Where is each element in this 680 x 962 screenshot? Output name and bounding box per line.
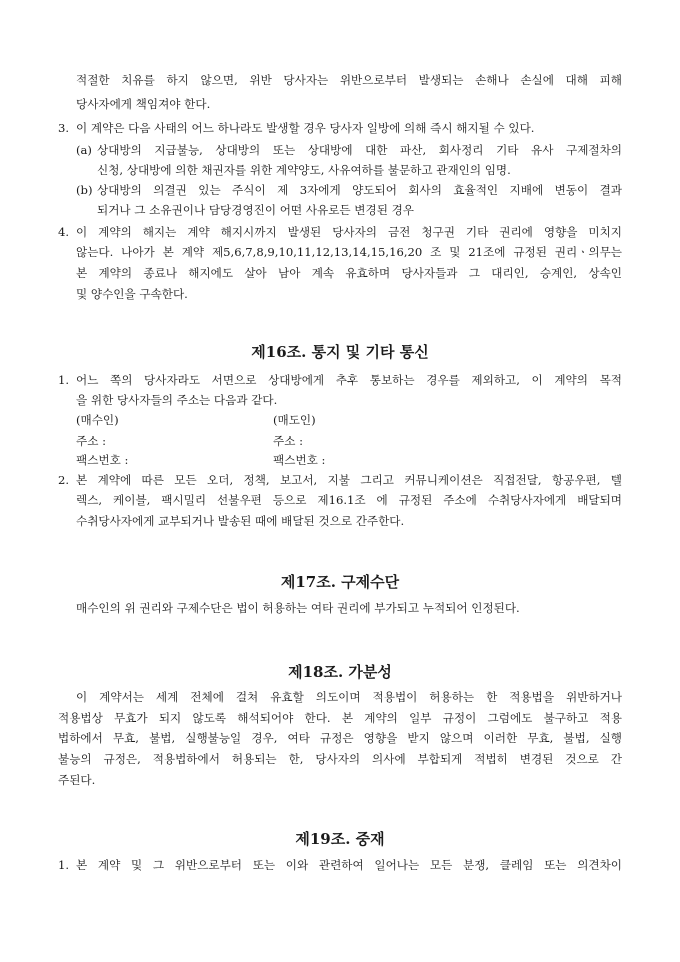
section-heading-18: 제18조. 가분성 [288, 663, 392, 681]
list-number: 1. [58, 373, 70, 387]
paragraph-line: 불능의 규정은, 적용법하에서 허용되는 한, 당사자의 의사에 부합되게 적법히 변경된 것으로 간 [58, 752, 622, 766]
buyer-label: (매수인) [76, 413, 119, 427]
paragraph-line: 수취당사자에게 교부되거나 발송된 때에 배달된 것으로 간주한다. [76, 514, 405, 528]
paragraph-line: 이 계약서는 세계 전체에 걸쳐 유효할 의도이며 적용법이 허용하는 한 적용법을 위반하거나 [76, 690, 622, 704]
paragraph-line: 이 계약은 다음 사태의 어느 하나라도 발생할 경우 당사자 일방에 의해 즉시 해지될 수 있다. [76, 121, 535, 135]
paragraph-line: 적절한 치유를 하지 않으면, 위반 당사자는 위반으로부터 발생되는 손해나 손실에 대해 피해 [76, 73, 622, 87]
paragraph-line: 않는다. 나아가 본 계약 제5,6,7,8,9,10,11,12,13,14,15,16,20 조 및 21조에 규정된 권리ㆍ의무는 [76, 245, 622, 259]
paragraph-line: 주된다. [58, 773, 96, 787]
sub-item-label: (a) [76, 143, 92, 157]
paragraph-line: 적용법상 무효가 되지 않도록 해석되어야 한다. 본 계약의 일부 규정이 그럼에도 불구하고 적용 [58, 711, 622, 725]
list-number: 3. [58, 121, 70, 135]
paragraph-line: 본 계약의 종료나 해지에도 살아 남아 계속 유효하며 당사자들과 그 대리인, 승계인, 상속인 [76, 266, 622, 280]
paragraph-line: 신청, 상대방에 의한 채권자를 위한 계약양도, 사유여하를 불문하고 관재인의 임명. [97, 163, 511, 177]
paragraph-line: 및 양수인을 구속한다. [76, 287, 188, 301]
seller-address-label: 주소 : [273, 434, 303, 448]
section-heading-16: 제16조. 통지 및 기타 통신 [251, 343, 429, 361]
list-number: 4. [58, 225, 70, 239]
seller-fax-label: 팩스번호 : [273, 453, 326, 467]
paragraph-line: 본 계약 및 그 위반으로부터 또는 이와 관련하여 일어나는 모든 분쟁, 클레임 또는 의견차이 [76, 858, 622, 872]
paragraph-line: 상대방의 의결권 있는 주식이 제 3자에게 양도되어 회사의 효율적인 지배에 변동이 결과 [97, 183, 622, 197]
paragraph-line: 당사자에게 책임져야 한다. [76, 97, 211, 111]
paragraph-line: 본 계약에 따른 모든 오더, 정책, 보고서, 지불 그리고 커뮤니케이션은 직접전달, 항공우편, 텔 [76, 473, 622, 487]
paragraph-line: 상대방의 지급불능, 상대방의 또는 상대방에 대한 파산, 회사정리 기타 유사 구제절차의 [97, 143, 622, 157]
paragraph-line: 이 계약의 해지는 계약 해지시까지 발생된 당사자의 금전 청구권 기타 권리에 영향을 미치지 [76, 225, 622, 239]
section-heading-19: 제19조. 중재 [295, 830, 385, 848]
paragraph-line: 법하에서 무효, 불법, 실행불능일 경우, 여타 규정은 영향을 받지 않으며 이러한 무효, 불법, 실행 [58, 731, 622, 745]
paragraph-line: 되거나 그 소유권이나 담당경영진이 어떤 사유로든 변경된 경우 [97, 203, 414, 217]
paragraph-line: 매수인의 위 권리와 구제수단은 법이 허용하는 여타 권리에 부가되고 누적되어 인정된다. [76, 601, 520, 615]
buyer-address-label: 주소 : [76, 434, 106, 448]
seller-label: (매도인) [273, 413, 316, 427]
list-number: 1. [58, 858, 70, 872]
sub-item-label: (b) [76, 183, 93, 197]
buyer-fax-label: 팩스번호 : [76, 453, 129, 467]
paragraph-line: 을 위한 당사자들의 주소는 다음과 같다. [76, 393, 278, 407]
paragraph-line: 어느 쪽의 당사자라도 서면으로 상대방에게 추후 통보하는 경우를 제외하고, 이 계약의 목적 [76, 373, 622, 387]
paragraph-line: 렉스, 케이블, 팩시밀리 선불우편 등으로 제16.1조 에 규정된 주소에 수취당사자에게 배달되며 [76, 493, 622, 507]
list-number: 2. [58, 473, 70, 487]
section-heading-17: 제17조. 구제수단 [280, 573, 400, 591]
